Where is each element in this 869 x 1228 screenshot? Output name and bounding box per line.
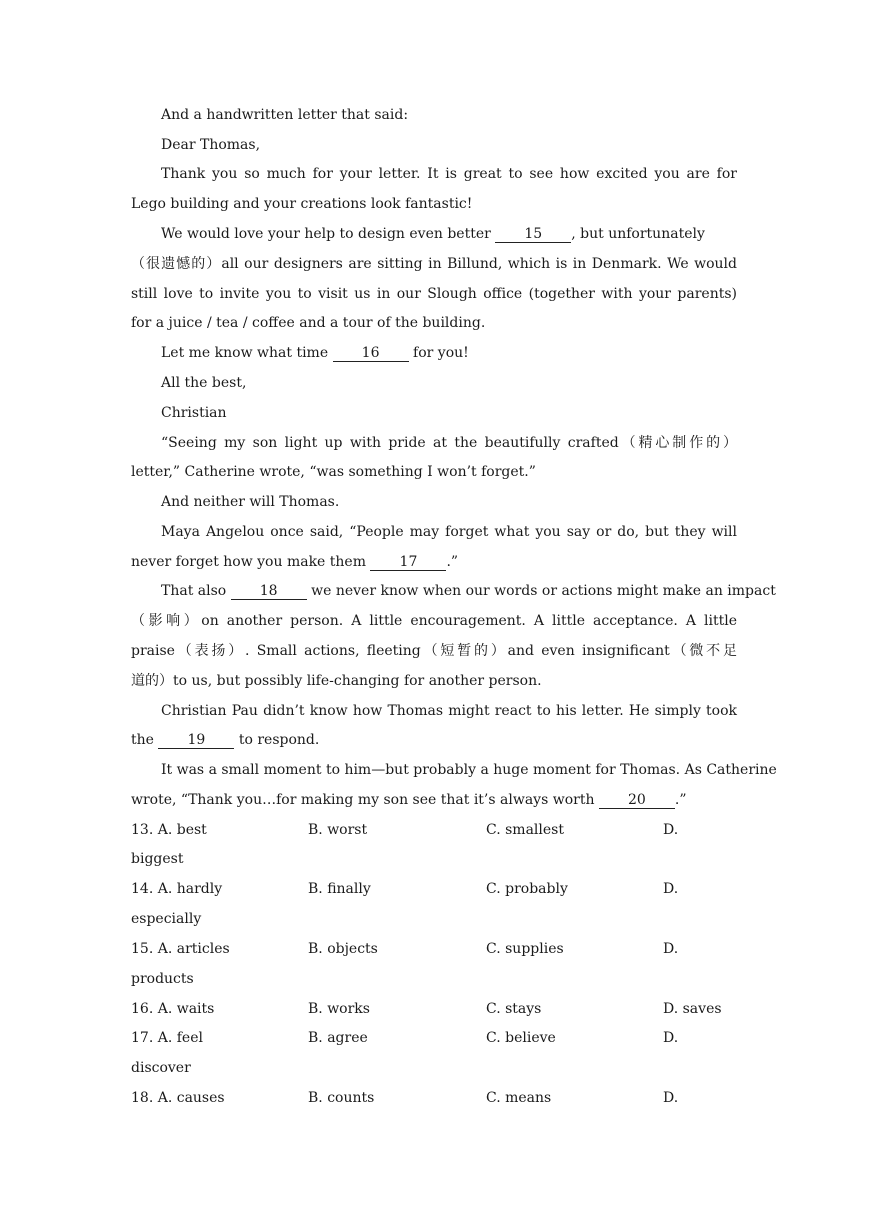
question-15: [131, 939, 230, 959]
paragraph-4-line-1: “Seeing my son light up with pride at the beautifully crafted（精心制作的）: [161, 435, 737, 451]
option-d: D. saves: [663, 1001, 722, 1017]
question-17: [131, 1028, 203, 1048]
option-d: D.: [663, 881, 679, 897]
option-a: A. causes: [157, 1090, 225, 1106]
paragraph-8-line-1: Christian Pau didn’t know how Thomas might react to his letter. He simply took: [161, 703, 737, 719]
option-d: D.: [663, 941, 679, 957]
option-c: C. smallest: [486, 822, 564, 838]
letter-paragraph-1-line-2: Lego building and your creations look fantastic!: [131, 196, 473, 212]
letter-closing: All the best,: [161, 375, 247, 391]
option-b: B. finally: [308, 881, 371, 897]
paragraph-9-line-2: [131, 790, 737, 810]
paragraph-7-line-1: [161, 581, 776, 601]
text: That also: [161, 583, 227, 599]
option-c: C. supplies: [486, 941, 564, 957]
question-number: 17.: [131, 1030, 154, 1046]
question-number: 16.: [131, 1001, 154, 1017]
letter-paragraph-1-line-1: Thank you so much for your letter. It is great to see how excited you are for: [161, 166, 737, 182]
text: to respond.: [238, 732, 320, 748]
letter-paragraph-2-line-3: still love to invite you to visit us in our Slough office (together with your parents): [131, 286, 737, 302]
text: we never know when our words or actions might make an impact: [311, 583, 776, 599]
text: Let me know what time: [161, 345, 329, 361]
letter-intro: And a handwritten letter that said:: [161, 107, 409, 123]
option-b: B. works: [308, 1001, 370, 1017]
option-a: A. best: [157, 822, 207, 838]
letter-paragraph-3: [161, 343, 737, 363]
question-number: 18.: [131, 1090, 154, 1106]
option-d-wrap: products: [131, 971, 194, 987]
blank-19: 19: [158, 732, 234, 749]
option-c: C. means: [486, 1090, 552, 1106]
option-d: D.: [663, 822, 679, 838]
text: the: [131, 732, 154, 748]
option-c: C. stays: [486, 1001, 542, 1017]
option-b: B. objects: [308, 941, 378, 957]
blank-20: 20: [599, 792, 675, 809]
text: We would love your help to design even better: [161, 226, 491, 242]
letter-paragraph-2-line-4: for a juice / tea / coffee and a tour of the building.: [131, 315, 486, 331]
paragraph-7-line-3: praise（表扬）. Small actions, fleeting（短暂的）and even insignificant（微不足: [131, 643, 737, 659]
text: never forget how you make them: [131, 554, 366, 570]
option-a: A. articles: [157, 941, 230, 957]
question-18: [131, 1088, 225, 1108]
text: , but unfortunately: [571, 226, 705, 242]
option-a: A. feel: [157, 1030, 203, 1046]
question-number: 15.: [131, 941, 154, 957]
question-13: [131, 820, 207, 840]
blank-18: 18: [231, 583, 307, 600]
question-14: [131, 879, 222, 899]
text: wrote, “Thank you…for making my son see that it’s always worth: [131, 792, 595, 808]
question-number: 14.: [131, 881, 154, 897]
text: .”: [446, 554, 459, 570]
paragraph-6-line-2: [131, 552, 737, 572]
paragraph-7-line-2: （影响）on another person. A little encouragement. A little acceptance. A little: [131, 613, 737, 629]
option-a: A. hardly: [157, 881, 223, 897]
paragraph-9-line-1: It was a small moment to him—but probably a huge moment for Thomas. As Catherine: [161, 762, 777, 778]
letter-signature: Christian: [161, 405, 227, 421]
option-c: C. believe: [486, 1030, 556, 1046]
option-b: B. counts: [308, 1090, 375, 1106]
option-c: C. probably: [486, 881, 568, 897]
blank-16: 16: [333, 345, 409, 362]
text: for you!: [413, 345, 469, 361]
option-b: B. agree: [308, 1030, 368, 1046]
paragraph-4-line-2: letter,” Catherine wrote, “was something I won’t forget.”: [131, 464, 536, 480]
question-number: 13.: [131, 822, 154, 838]
blank-15: 15: [495, 226, 571, 243]
blank-17: 17: [370, 554, 446, 571]
question-16: [131, 999, 214, 1019]
text: .”: [674, 792, 687, 808]
paragraph-5: And neither will Thomas.: [161, 494, 340, 510]
option-d: D.: [663, 1030, 679, 1046]
letter-greeting: Dear Thomas,: [161, 137, 261, 153]
option-d-wrap: discover: [131, 1060, 191, 1076]
option-a: A. waits: [157, 1001, 215, 1017]
letter-paragraph-2-line-2: （很遗憾的）all our designers are sitting in Billund, which is in Denmark. We would: [131, 256, 737, 272]
paragraph-7-line-4: 道的）to us, but possibly life-changing for another person.: [131, 673, 542, 689]
letter-paragraph-2-line-1: [161, 224, 737, 244]
option-d: D.: [663, 1090, 679, 1106]
paragraph-8-line-2: [131, 730, 737, 750]
option-d-wrap: especially: [131, 911, 202, 927]
paragraph-6-line-1: Maya Angelou once said, “People may forget what you say or do, but they will: [161, 524, 737, 540]
option-d-wrap: biggest: [131, 851, 184, 867]
option-b: B. worst: [308, 822, 368, 838]
